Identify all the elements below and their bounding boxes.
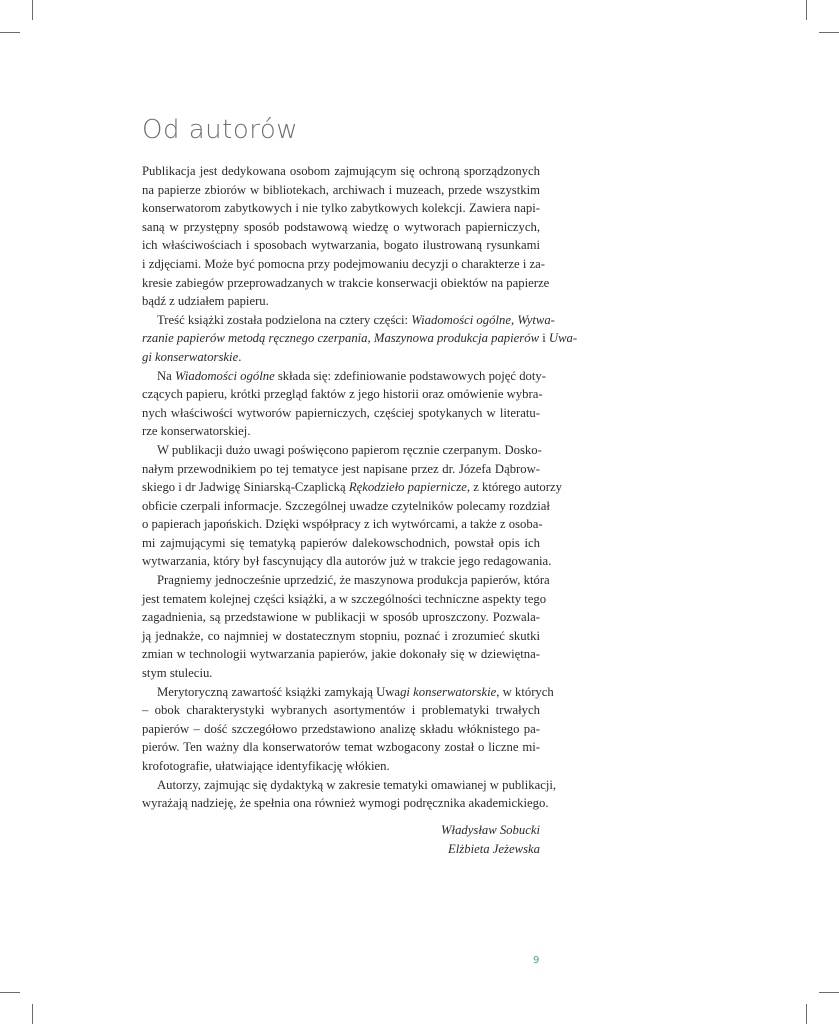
text-line: nałym przewodnikiem po tej tematyce jest napisane przez dr. Józefa Dąbrow- bbox=[142, 461, 540, 476]
text-line: gi konserwatorskie. bbox=[142, 349, 242, 364]
text-line: Publikacja jest dedykowana osobom zajmującym się ochroną sporządzonych bbox=[142, 164, 540, 178]
text-line: Treść książki została podzielona na cztery części: Wiadomości ogólne, Wytwa- bbox=[157, 312, 555, 327]
text-line: ją jednakże, co najmniej w dostatecznym stopniu, poznać i zrozumieć skutki bbox=[142, 628, 540, 643]
text-line: ich właściwościach i sposobach wytwarzania, bogato ilustrowaną rysunkami bbox=[142, 238, 540, 253]
text-line: Autorzy, zajmując się dydaktyką w zakresie tematyki omawianej w publikacji, bbox=[157, 777, 557, 792]
text-line: konserwatorom zabytkowych i nie tylko zabytkowych kolekcji. Zawiera napi- bbox=[142, 201, 540, 216]
text-line: zagadnienia, są przedstawione w publikacji w sposób uproszczony. Pozwala- bbox=[142, 610, 540, 625]
text-line: papierów – dość szczegółowo przedstawiono analizę składu włóknistego pa- bbox=[142, 721, 540, 736]
text-line: zmian w technologii wytwarzania papierów, jakie dokonały się w dziewiętna- bbox=[142, 647, 540, 662]
text-line: rze konserwatorskiej. bbox=[142, 424, 251, 439]
text-line: i zdjęciami. Może być pomocna przy podejmowaniu decyzji o charakterze i za- bbox=[142, 256, 546, 271]
text-line: Merytoryczną zawartość książki zamykają Uwagi konserwatorskie, w których bbox=[157, 684, 554, 699]
text-line: W publikacji dużo uwagi poświęcono papierom ręcznie czerpanym. Dosko- bbox=[157, 442, 542, 457]
crop-mark-top-left-horizontal bbox=[0, 32, 20, 33]
text-line: kresie zabiegów przeprowadzanych w trakcie konserwacji obiektów na papierze bbox=[142, 275, 550, 290]
crop-mark-bottom-left-vertical bbox=[32, 1004, 33, 1024]
crop-mark-bottom-right-vertical bbox=[806, 1004, 807, 1024]
text-line: mi zajmującymi się tematyką papierów dalekowschodnich, powstał opis ich bbox=[142, 535, 540, 550]
text-line: Pragniemy jednocześnie uprzedzić, że maszynowa produkcja papierów, która bbox=[157, 573, 550, 588]
text-line: – obok charakterystyki wybranych asortymentów i problematyki trwałych bbox=[142, 703, 540, 718]
page-number: 9 bbox=[533, 955, 540, 966]
text-line: jest tematem kolejnej części książki, a w szczególności techniczne aspekty tego bbox=[142, 591, 547, 606]
text-line: Na Wiadomości ogólne składa się: zdefiniowanie podstawowych pojęć doty- bbox=[157, 368, 546, 383]
crop-mark-top-right-vertical bbox=[806, 0, 807, 20]
text-line: obficie czerpali informacje. Szczególnej uwadze czytelników polecamy rozdział bbox=[142, 498, 550, 513]
crop-mark-bottom-right-horizontal bbox=[819, 992, 839, 993]
text-line: saną w przystępny sposób podstawową wiedzę o wytworach papierniczych, bbox=[142, 219, 540, 234]
page-title: Od autorów bbox=[142, 115, 299, 145]
text-line: skiego i dr Jadwigę Siniarską-Czaplicką Rękodzieło papiernicze, z którego autorzy bbox=[142, 480, 562, 495]
signature-author-2: Elżbieta Jeżewska bbox=[448, 842, 540, 856]
text-line: stym stuleciu. bbox=[142, 666, 213, 681]
text-line: wyrażają nadzieję, że spełnia ona również wymogi podręcznika akademickiego. bbox=[142, 796, 549, 811]
text-line: rzanie papierów metodą ręcznego czerpania, Maszynowa produkcja papierów i Uwa- bbox=[142, 331, 578, 346]
text-line: pierów. Ten ważny dla konserwatorów temat wzbogacony został o liczne mi- bbox=[142, 740, 540, 755]
signature-author-1: Władysław Sobucki bbox=[440, 823, 540, 837]
text-line: czących papieru, krótki przegląd faktów z jego historii oraz omówienie wybra- bbox=[142, 387, 543, 402]
body-text bbox=[142, 162, 578, 813]
text-line: wytwarzania, który był fascynujący dla autorów już w trakcie jego redagowania. bbox=[142, 554, 552, 569]
text-line: bądź z udziałem papieru. bbox=[142, 294, 269, 309]
text-line: nych właściwości wytworów papierniczych, częściej spotykanych w literatu- bbox=[142, 405, 540, 420]
crop-mark-bottom-left-horizontal bbox=[0, 992, 20, 993]
text-line: o papierach japońskich. Dzięki współpracy z ich wytwórcami, a także z osoba- bbox=[142, 517, 543, 532]
text-line: krofotografie, ułatwiające identyfikację włókien. bbox=[142, 759, 390, 773]
crop-mark-top-left-vertical bbox=[32, 0, 33, 20]
crop-mark-top-right-horizontal bbox=[819, 32, 839, 33]
text-line: na papierze zbiorów w bibliotekach, archiwach i muzeach, przede wszystkim bbox=[142, 182, 540, 197]
